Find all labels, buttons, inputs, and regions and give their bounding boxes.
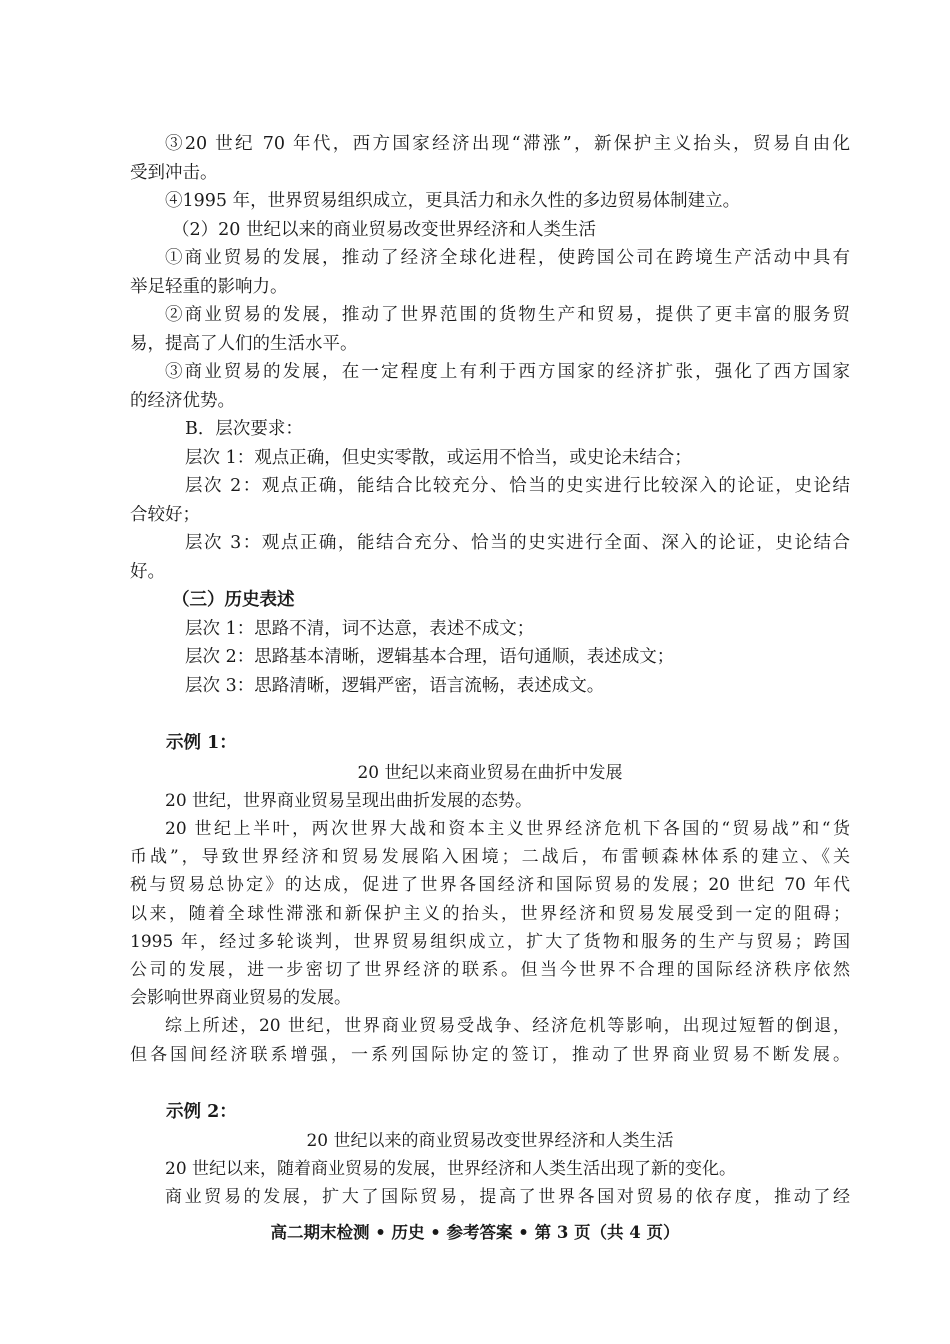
level-line: 层次 1：观点正确，但史实零散，或运用不恰当，或史论未结合； [185,447,692,468]
paragraph-line: ④1995 年，世界贸易组织成立，更具活力和永久性的多边贸易体制建立。 [165,191,741,211]
paragraph-line: 20 世纪以来，随着商业贸易的发展，世界经济和人类生活出现了新的变化。 [165,1158,737,1179]
level-line: 层次 2：观点正确，能结合比较充分、恰当的史实进行比较深入的论证，史论结 [185,476,850,496]
level-line: 层次 1：思路不清，词不达意，表述不成文； [185,618,535,639]
paragraph-line: 20 世纪上半叶，两次世界大战和资本主义世界经济危机下各国的“贸易战”和“货 [165,818,850,839]
section-historical-expression [130,586,850,700]
paragraph-line: 受到冲击。 [130,162,218,183]
paragraph-line: 综上所述，20 世纪，世界商业贸易受战争、经济危机等影响，出现过短暂的倒退， [165,1016,850,1037]
paragraph-line: ①商业贸易的发展，推动了经济全球化进程，使跨国公司在跨境生产活动中具有 [165,248,850,268]
paragraph-line: 举足轻重的影响力。 [130,276,288,297]
example-title: 20 世纪以来的商业贸易改变世界经济和人类生活 [306,1130,674,1151]
section-heading: （三）历史表述 [172,590,295,610]
paragraph-line: ②商业贸易的发展，推动了世界范围的货物生产和贸易，提供了更丰富的服务贸 [165,305,850,325]
level-line: 层次 3：观点正确，能结合充分、恰当的史实进行全面、深入的论证，史论结合 [185,533,850,553]
paragraph-line: 的经济优势。 [130,390,235,411]
paragraph-line: 易，提高了人们的生活水平。 [130,333,358,354]
paragraph-line: 合较好； [130,504,200,525]
page-footer: 高二期末检测 • 历史 • 参考答案 • 第 3 页（共 4 页） [270,1223,680,1242]
paragraph-line: ③20 世纪 70 年代，西方国家经济出现“滞涨”，新保护主义抬头，贸易自由化 [165,134,850,154]
paragraph-line: 20 世纪，世界商业贸易呈现出曲折发展的态势。 [165,790,533,811]
example-1 [130,729,850,1069]
paragraph-line: 币战”，导致世界经济和贸易发展陷入困境；二战后，布雷顿森林体系的建立、《关 [130,847,850,868]
example-label: 示例 1： [166,733,237,753]
section-trade-history [130,130,850,586]
example-title: 20 世纪以来商业贸易在曲折中发展 [357,762,623,783]
paragraph-line: ③商业贸易的发展，在一定程度上有利于西方国家的经济扩张，强化了西方国家 [165,362,850,382]
example-label: 示例 2： [166,1102,237,1122]
level-line: 层次 2：思路基本清晰，逻辑基本合理，语句通顺，表述成文； [185,647,675,667]
paragraph-line: 会影响世界商业贸易的发展。 [130,988,351,1009]
subsection-heading: （2）20 世纪以来的商业贸易改变世界经济和人类生活 [172,219,596,240]
paragraph-line: 但各国间经济联系增强，一系列国际协定的签订，推动了世界商业贸易不断发展。 [130,1044,850,1065]
paragraph-line: 商业贸易的发展，扩大了国际贸易，提高了世界各国对贸易的依存度，推动了经 [165,1186,850,1207]
level-requirements-heading: B．层次要求： [185,419,303,439]
paragraph-line: 好。 [130,561,165,582]
paragraph-line: 1995 年，经过多轮谈判，世界贸易组织成立，扩大了货物和服务的生产与贸易；跨国 [130,931,850,952]
level-line: 层次 3：思路清晰，逻辑严密，语言流畅，表述成文。 [185,675,605,696]
example-2 [130,1098,850,1211]
paragraph-line: 以来，随着全球性滞涨和新保护主义的抬头，世界经济和贸易发展受到一定的阻碍； [130,903,850,924]
paragraph-line: 税与贸易总协定》的达成，促进了世界各国经济和国际贸易的发展；20 世纪 70 年代 [130,875,850,896]
paragraph-line: 公司的发展，进一步密切了世界经济的联系。但当今世界不合理的国际经济秩序依然 [130,959,850,980]
